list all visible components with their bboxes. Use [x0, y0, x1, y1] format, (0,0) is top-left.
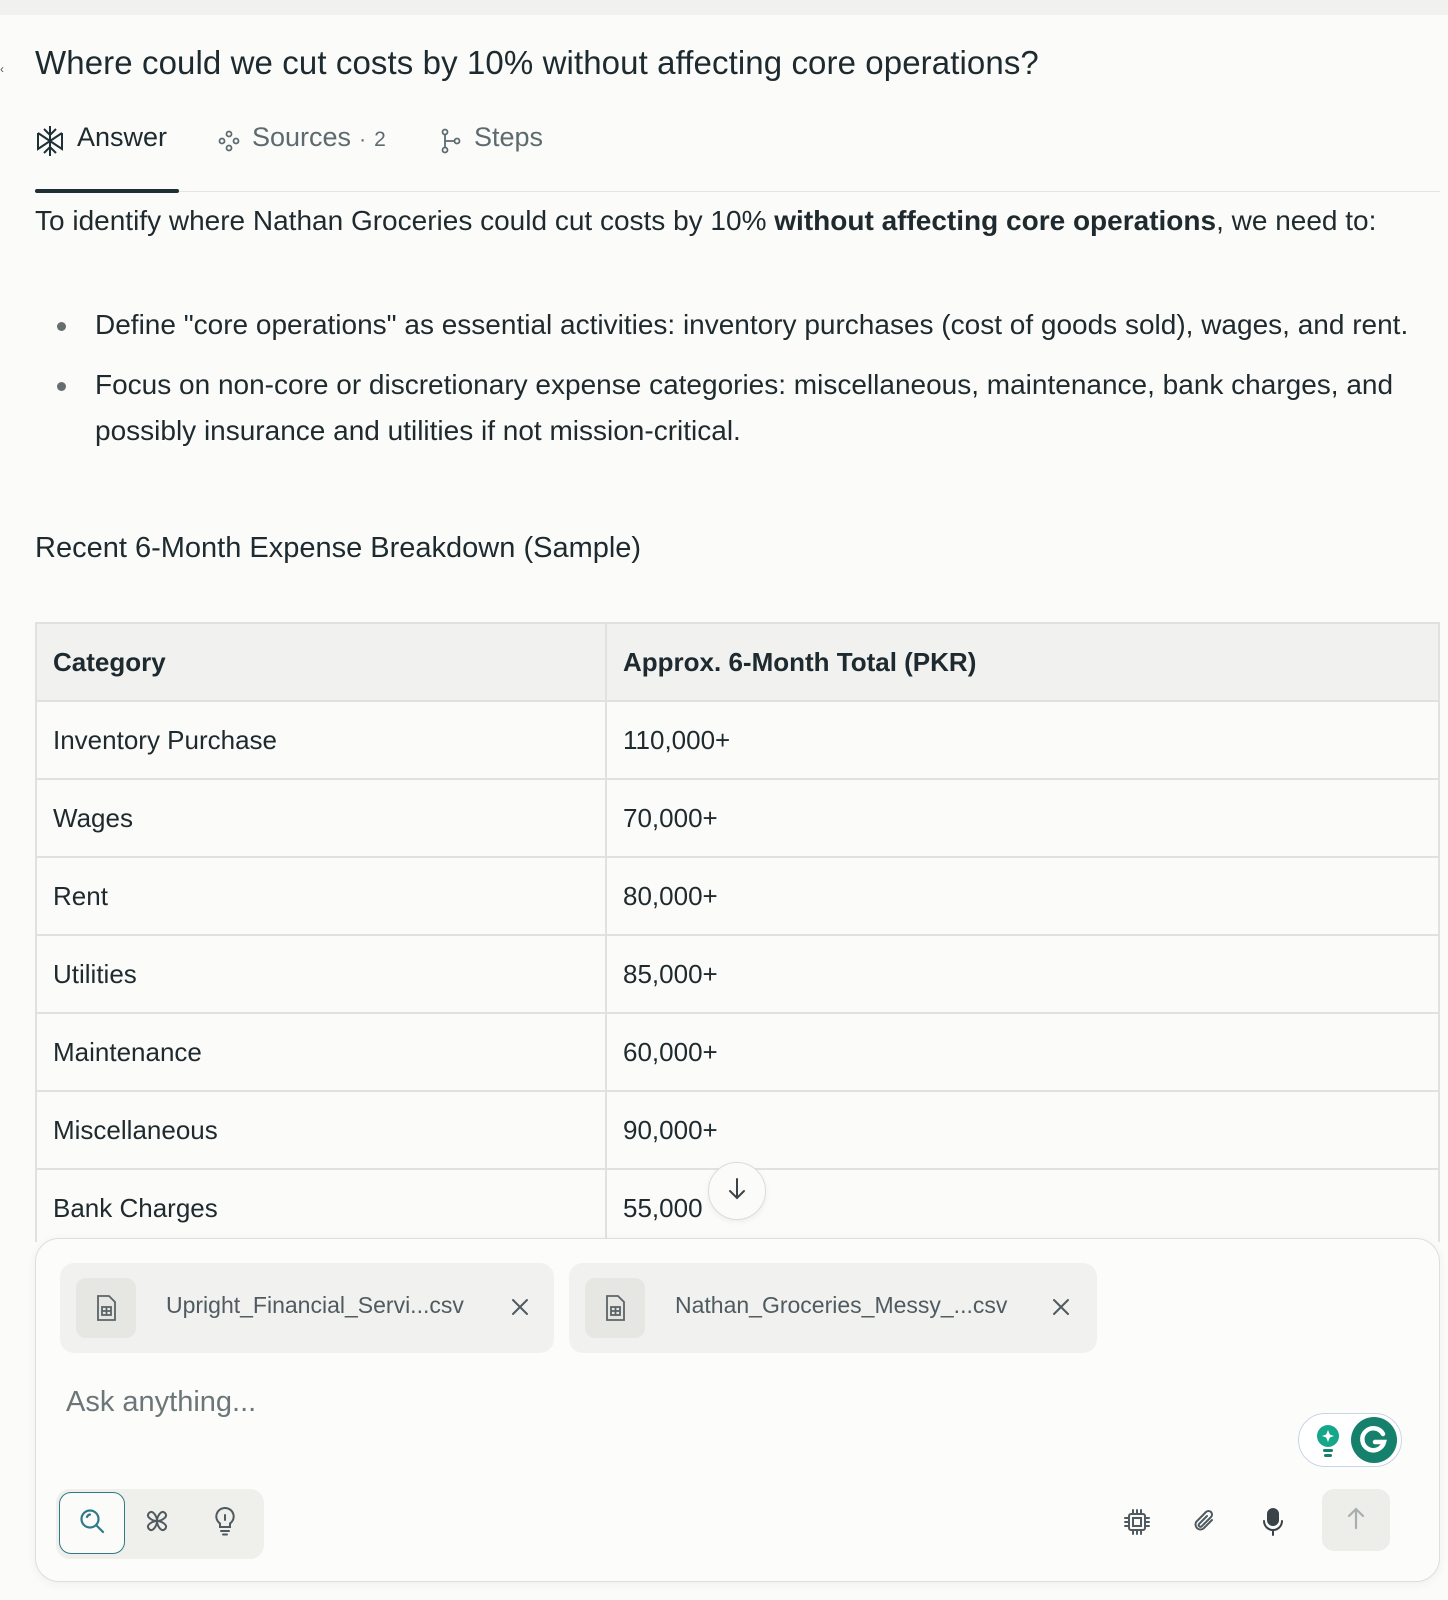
sources-icon	[218, 122, 240, 165]
attachment-chip[interactable]	[60, 1263, 554, 1353]
intro-text: To identify where Nathan Groceries could cut costs by 10%	[35, 205, 775, 236]
answer-bullets	[35, 302, 1415, 468]
attachment-name: Nathan_Groceries_Messy_...csv	[675, 1292, 1008, 1318]
answer-icon	[35, 122, 65, 165]
attachment-chip[interactable]	[569, 1263, 1097, 1353]
table-cell: 85,000+	[606, 935, 1439, 1013]
remove-attachment-close-icon[interactable]	[506, 1293, 534, 1321]
top-strip	[0, 0, 1448, 15]
research-atom-icon	[143, 1507, 171, 1540]
table-row	[36, 1013, 1439, 1091]
table-row	[36, 1091, 1439, 1169]
table-cell: 60,000+	[606, 1013, 1439, 1091]
table-cell: Bank Charges	[36, 1169, 606, 1242]
arrow-up-icon	[1345, 1505, 1367, 1536]
expense-table	[35, 622, 1440, 1242]
tab-answer[interactable]	[35, 118, 167, 192]
tab-steps[interactable]	[440, 118, 543, 192]
model-select-button[interactable]	[1108, 1495, 1166, 1553]
result-tabs	[35, 118, 1440, 192]
table-row	[36, 935, 1439, 1013]
mode-labs-button[interactable]	[192, 1492, 258, 1554]
table-row	[36, 857, 1439, 935]
attachment-name: Upright_Financial_Servi...csv	[166, 1292, 464, 1318]
grammarly-widget[interactable]	[1298, 1413, 1402, 1467]
lightbulb-icon	[213, 1506, 237, 1541]
sources-separator: ·	[359, 128, 367, 151]
scroll-to-bottom-button[interactable]	[708, 1162, 766, 1220]
intro-text-end: , we need to:	[1216, 205, 1377, 236]
intro-bold-text: without affecting core operations	[774, 205, 1217, 236]
table-cell: Maintenance	[36, 1013, 606, 1091]
table-cell: Miscellaneous	[36, 1091, 606, 1169]
table-cell: 110,000+	[606, 701, 1439, 779]
table-cell: Rent	[36, 857, 606, 935]
table-header-category: Category	[36, 623, 606, 701]
answer-intro	[35, 198, 1430, 244]
table-header-total: Approx. 6-Month Total (PKR)	[606, 623, 1439, 701]
submit-button[interactable]	[1322, 1489, 1390, 1551]
query-title: Where could we cut costs by 10% without affecting core operations?	[35, 44, 1039, 81]
mode-research-button[interactable]	[124, 1492, 190, 1554]
table-cell: 90,000+	[606, 1091, 1439, 1169]
microphone-icon	[1261, 1507, 1285, 1542]
attach-file-button[interactable]	[1176, 1495, 1234, 1553]
table-row	[36, 701, 1439, 779]
search-mode-selector	[56, 1489, 264, 1559]
spreadsheet-file-icon	[76, 1278, 136, 1338]
table-cell: Inventory Purchase	[36, 701, 606, 779]
sources-count: 2	[374, 128, 386, 151]
tab-answer-label: Answer	[77, 122, 168, 152]
ask-composer	[35, 1238, 1440, 1582]
lightbulb-suggestion-icon[interactable]	[1313, 1423, 1343, 1464]
list-item: Define "core operations" as essential activities: inventory purchases (cost of goods sold), wages, and rent.	[35, 302, 1415, 348]
table-cell: Utilities	[36, 935, 606, 1013]
search-icon	[78, 1507, 106, 1540]
spreadsheet-file-icon	[585, 1278, 645, 1338]
steps-icon	[440, 122, 462, 165]
table-cell: 80,000+	[606, 857, 1439, 935]
cpu-chip-icon	[1123, 1508, 1151, 1541]
arrow-down-icon	[726, 1176, 748, 1207]
grammarly-logo-icon[interactable]	[1351, 1417, 1397, 1463]
tab-sources-label: Sources	[252, 122, 352, 152]
remove-attachment-close-icon[interactable]	[1047, 1293, 1075, 1321]
section-heading: Recent 6-Month Expense Breakdown (Sample)	[35, 532, 642, 564]
sidebar-edge-chevron-icon[interactable]: ‹	[0, 62, 4, 76]
table-cell: 70,000+	[606, 779, 1439, 857]
expense-table-container	[35, 622, 1440, 1242]
table-header-row	[36, 623, 1439, 701]
tab-steps-label: Steps	[474, 122, 544, 152]
table-row	[36, 779, 1439, 857]
active-tab-indicator	[35, 189, 179, 193]
paperclip-icon	[1191, 1508, 1219, 1541]
mode-search-button[interactable]	[59, 1492, 125, 1554]
voice-input-button[interactable]	[1244, 1495, 1302, 1553]
table-cell: 55,000	[606, 1169, 1439, 1242]
ask-input[interactable]	[66, 1379, 1246, 1425]
tab-sources[interactable]	[218, 118, 386, 192]
table-cell: Wages	[36, 779, 606, 857]
list-item: Focus on non-core or discretionary expense categories: miscellaneous, maintenance, bank charges, and possibly insurance and utilities if not mission-critical.	[35, 362, 1415, 454]
